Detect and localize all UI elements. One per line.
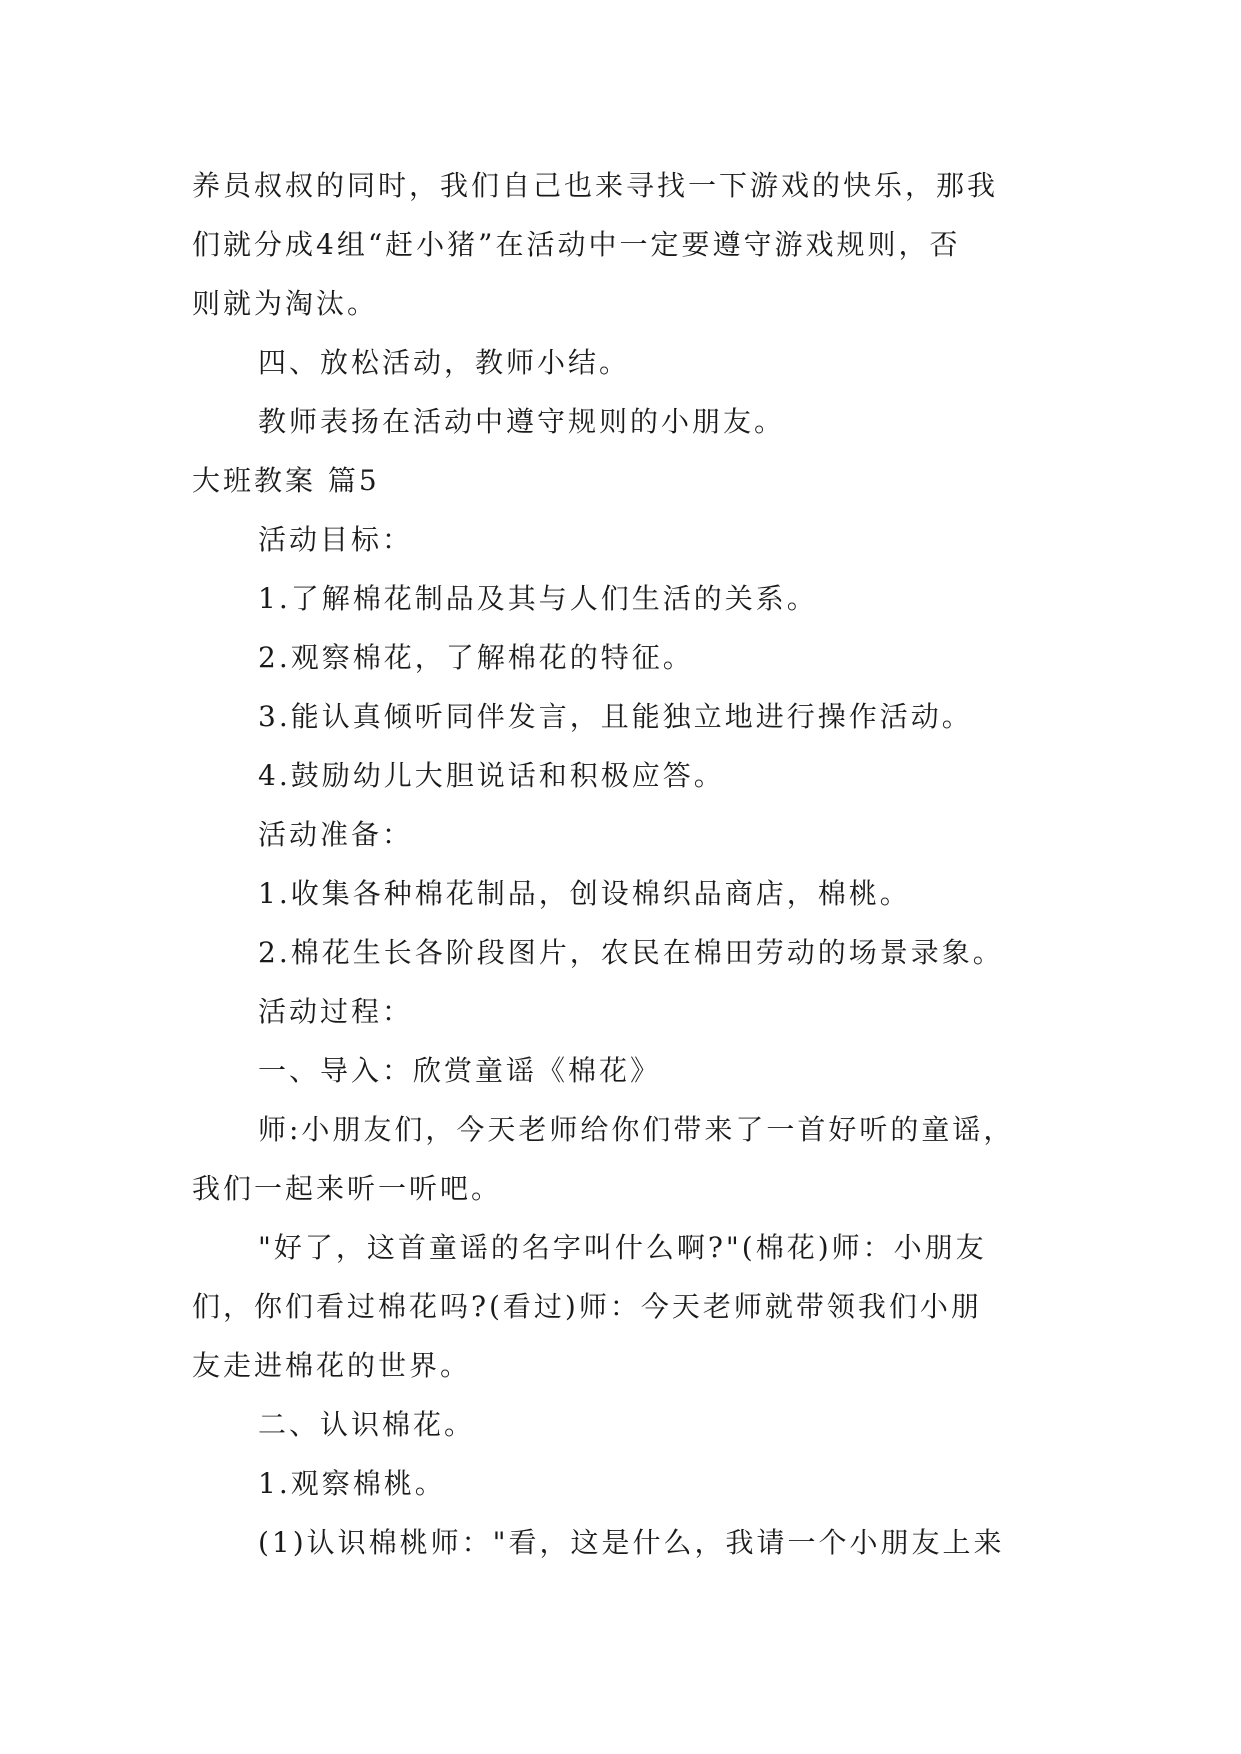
list-item: 2.观察棉花，了解棉花的特征。 xyxy=(258,641,694,674)
section-heading: 二、认识棉花。 xyxy=(258,1408,476,1441)
text-line: 师:小朋友们，今天老师给你们带来了一首好听的童谣， xyxy=(258,1113,1015,1146)
list-item: 1.观察棉桃。 xyxy=(258,1467,446,1500)
text-line: 我们一起来听一听吧。 xyxy=(192,1172,503,1205)
list-item: 3.能认真倾听同伴发言，且能独立地进行操作活动。 xyxy=(258,700,973,733)
text-line: 教师表扬在活动中遵守规则的小朋友。 xyxy=(258,405,786,438)
text-line: 则就为淘汰。 xyxy=(192,287,379,320)
text-line: 友走进棉花的世界。 xyxy=(192,1349,472,1382)
document-title: 大班教案 篇5 xyxy=(192,464,380,497)
text-line: "好了，这首童谣的名字叫什么啊?"(棉花)师：小朋友 xyxy=(258,1231,987,1264)
section-heading: 四、放松活动，教师小结。 xyxy=(258,346,631,379)
list-item: (1)认识棉桃师："看，这是什么，我请一个小朋友上来 xyxy=(258,1526,1005,1559)
list-item: 1.收集各种棉花制品，创设棉织品商店，棉桃。 xyxy=(258,877,911,910)
section-heading: 一、导入：欣赏童谣《棉花》 xyxy=(258,1054,662,1087)
section-heading: 活动目标： xyxy=(258,523,414,556)
list-item: 2.棉花生长各阶段图片，农民在棉田劳动的场景录象。 xyxy=(258,936,1004,969)
section-heading: 活动过程： xyxy=(258,995,414,1028)
text-line: 们，你们看过棉花吗?(看过)师：今天老师就带领我们小朋 xyxy=(192,1290,982,1323)
list-item: 1.了解棉花制品及其与人们生活的关系。 xyxy=(258,582,818,615)
text-line: 们就分成4组“赶小猪”在活动中一定要遵守游戏规则，否 xyxy=(192,228,961,261)
section-heading: 活动准备： xyxy=(258,818,414,851)
text-line: 养员叔叔的同时，我们自己也来寻找一下游戏的快乐，那我 xyxy=(192,169,999,202)
list-item: 4.鼓励幼儿大胆说话和积极应答。 xyxy=(258,759,725,792)
